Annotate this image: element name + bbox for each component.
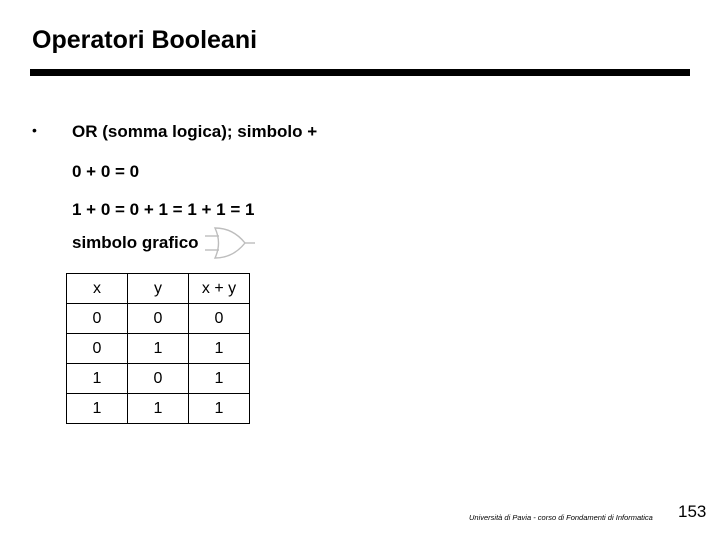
table-cell: 0 — [67, 334, 128, 364]
truth-table — [66, 273, 250, 424]
table-cell: 1 — [128, 394, 189, 424]
header-x-plus-y: x + y — [189, 274, 250, 304]
or-gate-body — [215, 228, 245, 258]
example-line-1: 0 + 0 = 0 — [72, 162, 140, 181]
header-y: y — [128, 274, 189, 304]
table-cell: 0 — [128, 304, 189, 334]
bullet-marker: • — [32, 122, 37, 138]
or-gate-icon — [205, 225, 255, 261]
table-row — [67, 364, 250, 394]
table-cell: 1 — [128, 334, 189, 364]
table-cell: 0 — [189, 304, 250, 334]
table-cell: 1 — [189, 334, 250, 364]
table-cell: 1 — [189, 364, 250, 394]
title-divider — [30, 69, 690, 76]
table-cell: 1 — [189, 394, 250, 424]
table-cell: 0 — [67, 304, 128, 334]
table-row — [67, 304, 250, 334]
table-cell: 1 — [67, 364, 128, 394]
example-line-2: 1 + 0 = 0 + 1 = 1 + 1 = 1 — [72, 200, 255, 219]
table-row — [67, 394, 250, 424]
table-cell: 1 — [67, 394, 128, 424]
header-x: x — [67, 274, 128, 304]
bullet-text: OR (somma logica); simbolo + — [72, 122, 318, 141]
slide-title: Operatori Booleani — [32, 26, 258, 54]
graphic-symbol-label: simbolo grafico — [72, 233, 199, 252]
table-cell: 0 — [128, 364, 189, 394]
page-number: 153 — [678, 502, 707, 521]
table-row — [67, 334, 250, 364]
truth-table-header-row — [67, 274, 250, 304]
footer-text: Università di Pavia - corso di Fondamenti di Informatica — [469, 513, 653, 522]
